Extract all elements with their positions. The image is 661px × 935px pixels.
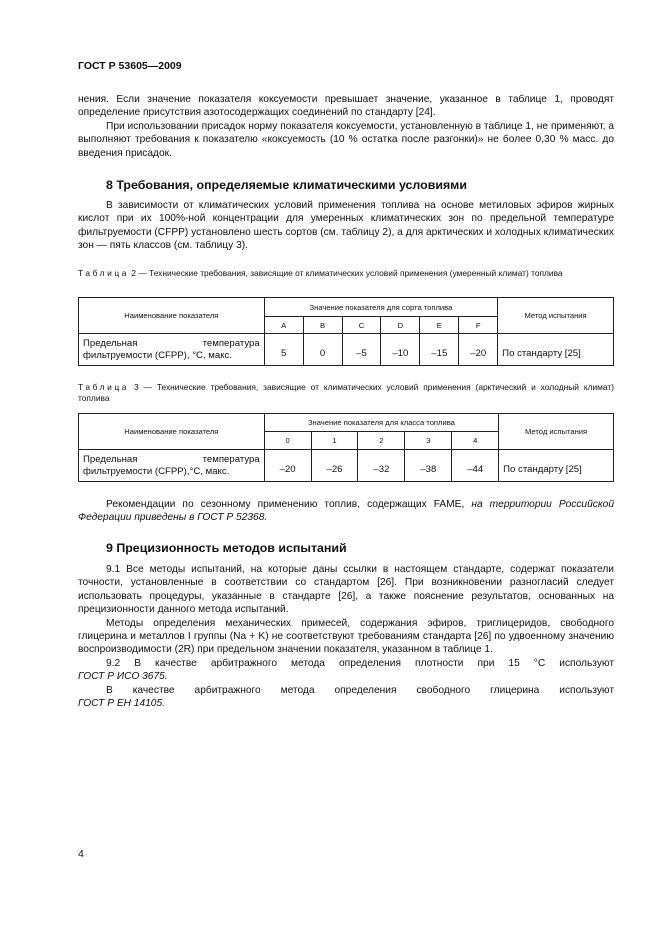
section-9-paragraph-1: 9.1 Все методы испытаний, на которые даны ссылки в настоящем стандарте, содержат показатели точности, установленные в соответствии со стандартом [26]. При возникновении разногласий следует использовать процедуры, указанные в стандарте [26], а также пояснение результатов, основанных на прецизионности данного метода испытаний. [78, 564, 614, 616]
section-9-p4-reference: ГОСТ Р ЕН 14105. [78, 698, 165, 710]
table-3-header-group: Значение показателя для класса топлива [264, 414, 498, 432]
table-2-value: 5 [264, 334, 303, 366]
table-2-value: –20 [459, 334, 498, 366]
section-9-p3-reference-line [78, 670, 614, 683]
section-9-p3-text: 9.2 В качестве арбитражного метода определения плотности при 15 °С используют [106, 657, 614, 669]
table-3-class: 3 [405, 432, 452, 450]
table-2-caption [78, 268, 614, 279]
table-3-class: 4 [452, 432, 499, 450]
table-3-value: –32 [358, 450, 405, 482]
table-2 [78, 297, 614, 366]
table-2-caption-text: 2 — Технические требования, зависящие от климатических условий применения (умеренный климат) топлива [129, 268, 563, 278]
table-3-class: 1 [311, 432, 358, 450]
table-3 [78, 413, 614, 482]
section-8-title: 8 Требования, определяемые климатическими условиями [106, 178, 467, 192]
table-2-row [79, 334, 614, 366]
table-3-caption [78, 382, 614, 404]
table-3-value: –26 [311, 450, 358, 482]
table-2-grade: A [264, 317, 303, 334]
recommendation-reference: на территории Российской Федерации приведены в ГОСТ Р 52368. [78, 499, 614, 524]
intro-block [78, 93, 614, 160]
recommendation-block [78, 498, 614, 525]
table-3-caption-prefix: Таблица [78, 382, 130, 392]
table-3-header-name: Наименование показателя [79, 414, 265, 450]
table-2-grade: F [459, 317, 498, 334]
table-2-caption-prefix: Таблица [78, 268, 130, 278]
intro-paragraph-2: При использовании присадок норму показателя коксуемости, установленную в таблице 1, не применяют, а выполняют требования к показателю «коксуемость (10 % остатка после разгонки)» не более 0,30 % масс. до введения присадок. [78, 120, 614, 159]
table-3-class: 0 [264, 432, 311, 450]
table-3-header-method: Метод испытания [499, 414, 614, 450]
table-2-header-group: Значение показателя для сорта топлива [264, 298, 497, 317]
section-9-paragraph-3 [78, 657, 614, 670]
table-3-row-name: Предельная температура фильтруемости (CFPP),°С, макс. [79, 450, 265, 482]
table-2-value: –5 [342, 334, 381, 366]
table-2-header-method: Метод испытания [498, 298, 614, 334]
table-2-row-name: Предельная температура фильтруемости (CFPP), °С, макс. [79, 334, 265, 366]
section-9-paragraph-2: Методы определения механических примесей, содержания эфиров, триглицеридов, свободного глицерина и металлов I группы (Na + K) не соответствуют требованиям стандарта [26] по удвоенному значению воспроизводимости (2R) при предельном значении показателя, указанном в таблице 1. [78, 617, 614, 656]
table-3-value: –44 [452, 450, 499, 482]
table-2-grade: D [381, 317, 420, 334]
section-9-p3-reference: ГОСТ Р ИСО 3675. [78, 671, 168, 683]
table-3-value: –20 [264, 450, 311, 482]
section-9-p4-reference-line [78, 697, 614, 710]
table-3-caption-text: 3 — Технические требования, зависящие от климатических условий применения (арктический и холодный климат) топлива [78, 382, 614, 403]
section-9-body [78, 563, 614, 710]
table-2-value: –15 [420, 334, 459, 366]
document-header: ГОСТ Р 53605—2009 [78, 60, 182, 72]
table-2-header-name: Наименование показателя [79, 298, 265, 334]
section-9-title: 9 Прецизионность методов испытаний [106, 541, 347, 555]
table-3-value: –38 [405, 450, 452, 482]
table-2-method: По стандарту [25] [498, 334, 614, 366]
table-3-row [79, 450, 614, 482]
table-3-class: 2 [358, 432, 405, 450]
table-2-grade: B [303, 317, 342, 334]
table-2-grade: C [342, 317, 381, 334]
page-number: 4 [78, 848, 84, 860]
section-8-paragraph: В зависимости от климатических условий применения топлива на основе метиловых эфиров жирных кислот при их 100%-ной концентрации для умеренных климатических зон по предельной температуре фильтруемости (CFPP) установлено шесть сортов (см. таблицу 2), а для арктических и холодных климатических зон — пять классов (см. таблицу 3). [78, 200, 614, 252]
table-2-grade: E [420, 317, 459, 334]
intro-paragraph-1: нения. Если значение показателя коксуемости превышает значение, указанное в таблице 1, проводят определение присутствия азотосодержащих соединений по стандарту [24]. [78, 94, 614, 119]
section-9-p4-text: В качестве арбитражного метода определения свободного глицерина используют [106, 684, 614, 696]
section-8-body [78, 199, 614, 253]
table-2-value: 0 [303, 334, 342, 366]
recommendation-text: Рекомендации по сезонному применению топлив, содержащих FAME, [106, 499, 472, 510]
section-9-paragraph-4 [78, 684, 614, 697]
table-2-value: –10 [381, 334, 420, 366]
recommendation-paragraph [78, 498, 614, 525]
table-3-method: По стандарту [25] [499, 450, 614, 482]
